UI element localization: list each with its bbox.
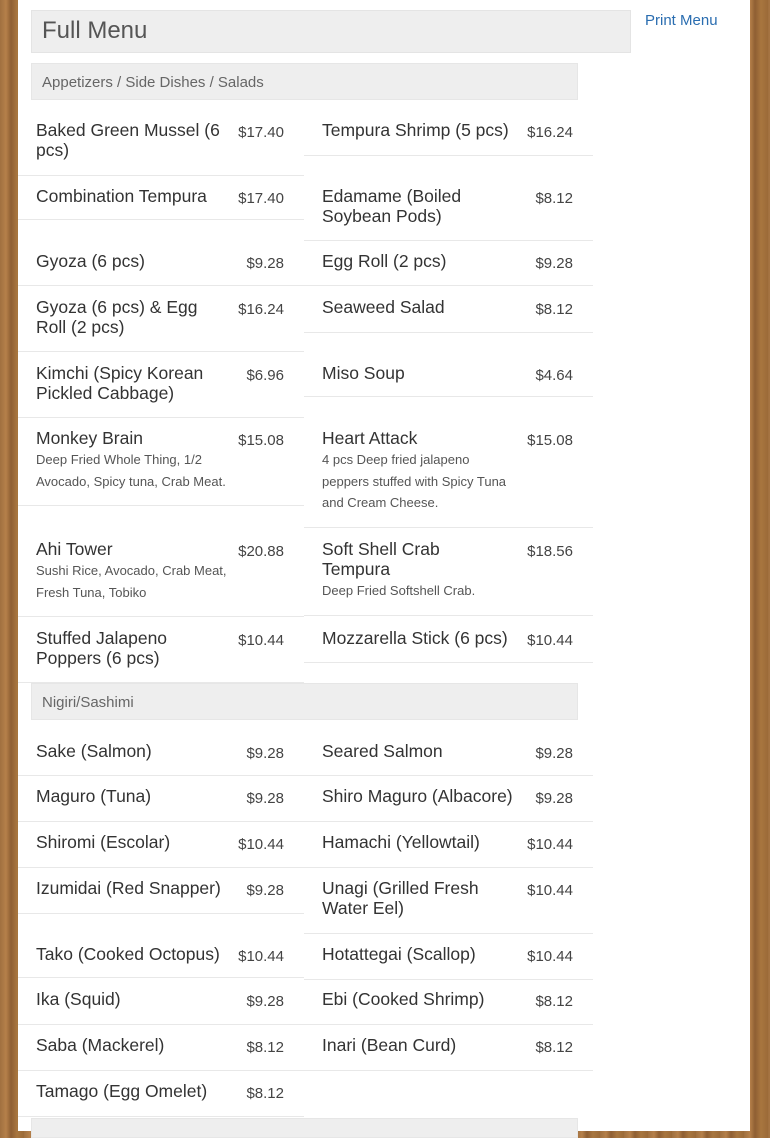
menu-item-name: Hamachi (Yellowtail) xyxy=(322,832,480,852)
menu-item-price: $9.28 xyxy=(535,745,573,762)
menu-item[interactable] xyxy=(18,298,304,352)
menu-item-name: Inari (Bean Curd) xyxy=(322,1035,457,1055)
menu-item-name: Stuffed Jalapeno Poppers (6 pcs) xyxy=(36,628,168,668)
menu-item-price: $4.64 xyxy=(535,367,573,384)
menu-item[interactable] xyxy=(304,252,593,286)
menu-item-name: Combination Tempura xyxy=(36,186,207,206)
menu-item[interactable] xyxy=(304,990,593,1025)
menu-item[interactable] xyxy=(18,787,304,822)
section-header-nigiri: Nigiri/Sashimi xyxy=(31,683,578,720)
page-title: Full Menu xyxy=(42,17,148,44)
menu-item-name: Mozzarella Stick (6 pcs) xyxy=(322,628,508,648)
menu-item-name: Unagi (Grilled Fresh Water Eel) xyxy=(322,878,479,918)
menu-item[interactable] xyxy=(18,879,304,914)
menu-item-price: $9.28 xyxy=(246,993,284,1010)
menu-item-price: $8.12 xyxy=(246,1085,284,1102)
menu-item-name: Kimchi (Spicy Korean Pickled Cabbage) xyxy=(36,363,204,403)
menu-item-name: Tempura Shrimp (5 pcs) xyxy=(322,120,509,140)
menu-item[interactable] xyxy=(304,1036,593,1071)
menu-item[interactable] xyxy=(18,1036,304,1071)
menu-item-price: $10.44 xyxy=(527,882,573,899)
menu-item-price: $17.40 xyxy=(238,190,284,207)
menu-item-price: $9.28 xyxy=(246,882,284,899)
menu-item-name: Monkey Brain xyxy=(36,428,143,448)
menu-item-name: Ahi Tower xyxy=(36,539,113,559)
menu-item-name: Ebi (Cooked Shrimp) xyxy=(322,989,485,1009)
menu-item-name: Ika (Squid) xyxy=(36,989,121,1009)
menu-item-price: $9.28 xyxy=(246,255,284,272)
menu-page xyxy=(18,0,750,1131)
menu-item-name: Gyoza (6 pcs) xyxy=(36,251,145,271)
menu-item[interactable] xyxy=(304,742,593,776)
menu-item-price: $10.44 xyxy=(238,632,284,649)
page-title-bar xyxy=(31,10,631,53)
menu-item-name: Tako (Cooked Octopus) xyxy=(36,944,220,964)
menu-item-price: $10.44 xyxy=(527,948,573,965)
menu-item-price: $8.12 xyxy=(535,993,573,1010)
menu-item-price: $15.08 xyxy=(527,432,573,449)
menu-item-price: $8.12 xyxy=(535,301,573,318)
menu-item[interactable] xyxy=(18,252,304,286)
menu-item-name: Izumidai (Red Snapper) xyxy=(36,878,221,898)
menu-item-price: $9.28 xyxy=(535,255,573,272)
menu-item-name: Edamame (Boiled Soybean Pods) xyxy=(322,186,462,226)
menu-item-name: Seared Salmon xyxy=(322,741,443,761)
menu-item-price: $16.24 xyxy=(238,301,284,318)
menu-item-description: Deep Fried Whole Thing, 1/2 Avocado, Spicy tuna, Crab Meat. xyxy=(36,452,226,489)
menu-item[interactable] xyxy=(304,833,593,868)
menu-item-name: Shiro Maguro (Albacore) xyxy=(322,786,513,806)
menu-item-name: Baked Green Mussel (6 pcs) xyxy=(36,120,220,160)
menu-item-name: Hotattegai (Scallop) xyxy=(322,944,476,964)
menu-item-description: Deep Fried Softshell Crab. xyxy=(322,583,476,598)
menu-item-name: Egg Roll (2 pcs) xyxy=(322,251,447,271)
menu-item[interactable] xyxy=(304,187,593,241)
menu-item[interactable] xyxy=(18,429,304,506)
menu-item[interactable] xyxy=(18,629,304,683)
menu-item-name: Seaweed Salad xyxy=(322,297,445,317)
section-header-next xyxy=(31,1118,578,1138)
menu-item[interactable] xyxy=(304,945,593,980)
menu-item-price: $10.44 xyxy=(238,948,284,965)
menu-item[interactable] xyxy=(18,540,304,617)
menu-item-price: $16.24 xyxy=(527,124,573,141)
menu-item[interactable] xyxy=(304,121,593,156)
menu-item-price: $10.44 xyxy=(238,836,284,853)
menu-item[interactable] xyxy=(304,787,593,822)
menu-item[interactable] xyxy=(304,429,593,528)
menu-item-description: 4 pcs Deep fried jalapeno peppers stuffed with Spicy Tuna and Cream Cheese. xyxy=(322,452,507,510)
print-menu-link[interactable]: Print Menu xyxy=(645,12,718,29)
menu-item[interactable] xyxy=(18,990,304,1025)
menu-item[interactable] xyxy=(18,742,304,776)
menu-item-price: $15.08 xyxy=(238,432,284,449)
menu-item[interactable] xyxy=(18,364,304,418)
menu-item-price: $9.28 xyxy=(246,790,284,807)
menu-item[interactable] xyxy=(18,121,304,176)
menu-item-name: Maguro (Tuna) xyxy=(36,786,152,806)
menu-item-name: Soft Shell Crab Tempura xyxy=(322,539,440,579)
menu-item-price: $6.96 xyxy=(246,367,284,384)
menu-item-price: $10.44 xyxy=(527,836,573,853)
menu-item[interactable] xyxy=(304,364,593,397)
menu-item[interactable] xyxy=(304,298,593,333)
menu-item-price: $9.28 xyxy=(535,790,573,807)
menu-item-name: Saba (Mackerel) xyxy=(36,1035,165,1055)
menu-item[interactable] xyxy=(304,540,593,616)
menu-item-price: $8.12 xyxy=(535,190,573,207)
menu-item[interactable] xyxy=(304,879,593,934)
menu-item-price: $18.56 xyxy=(527,543,573,560)
menu-item-price: $17.40 xyxy=(238,124,284,141)
menu-item-price: $9.28 xyxy=(246,745,284,762)
menu-item[interactable] xyxy=(18,833,304,868)
menu-item[interactable] xyxy=(18,1082,304,1117)
menu-item-price: $8.12 xyxy=(535,1039,573,1056)
menu-item-name: Shiromi (Escolar) xyxy=(36,832,171,852)
section-header-appetizers: Appetizers / Side Dishes / Salads xyxy=(31,63,578,100)
menu-item-name: Sake (Salmon) xyxy=(36,741,152,761)
menu-item-description: Sushi Rice, Avocado, Crab Meat, Fresh Tuna, Tobiko xyxy=(36,563,227,600)
menu-item-name: Gyoza (6 pcs) & Egg Roll (2 pcs) xyxy=(36,297,198,337)
menu-item[interactable] xyxy=(18,945,304,978)
menu-item-price: $10.44 xyxy=(527,632,573,649)
menu-item[interactable] xyxy=(304,629,593,663)
menu-item-name: Tamago (Egg Omelet) xyxy=(36,1081,208,1101)
menu-item-price: $8.12 xyxy=(246,1039,284,1056)
menu-item-name: Heart Attack xyxy=(322,428,418,448)
menu-item[interactable] xyxy=(18,187,304,220)
menu-item-name: Miso Soup xyxy=(322,363,405,383)
menu-item-price: $20.88 xyxy=(238,543,284,560)
